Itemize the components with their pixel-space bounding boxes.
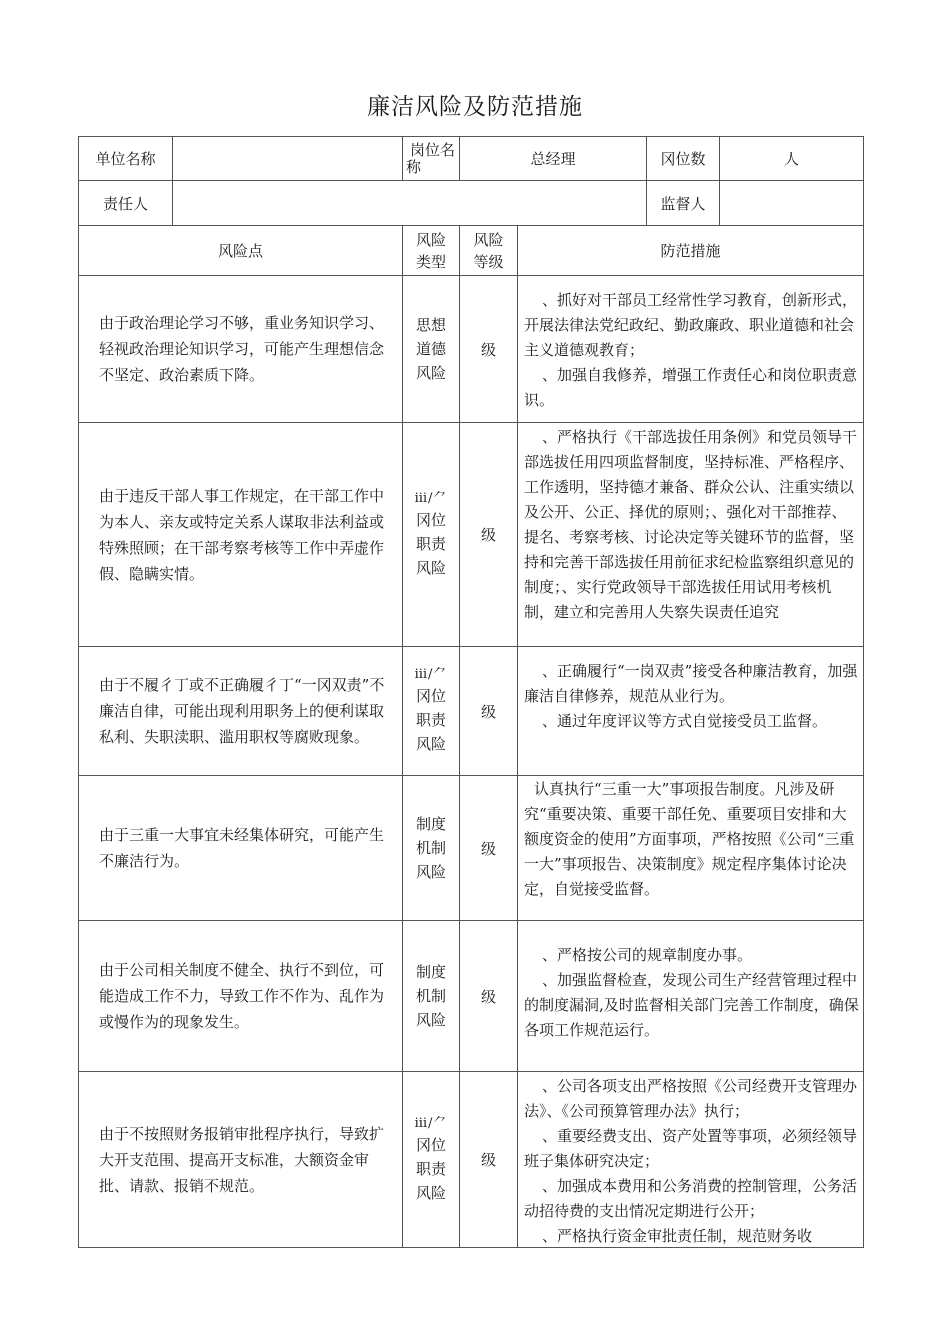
post-name-label-1: 岗位名 bbox=[409, 140, 455, 159]
table-header-row bbox=[79, 226, 864, 276]
post-count-value: 人 bbox=[720, 137, 864, 181]
measure-item: 、严格按公司的规章制度办事。 bbox=[542, 946, 753, 964]
risk-point-text: 由于政治理论学习不够，重业务知识学习、轻视政治理论知识学习，可能产生理想信念不坚定、政治素质下降。 bbox=[99, 314, 385, 384]
risk-type-line-3: 风险 bbox=[415, 1011, 446, 1029]
risk-point-cell bbox=[79, 276, 403, 423]
risk-type-cell bbox=[403, 423, 460, 647]
header-risk-level-1: 风险 bbox=[473, 230, 504, 249]
risk-type-line-2: 机制 bbox=[415, 839, 446, 857]
risk-type-line-3: 风险 bbox=[415, 364, 446, 382]
measures-cell bbox=[518, 647, 864, 776]
measure-item: 、公司各项支出严格按照《公司经费开支管理办法》、《公司预算管理办法》执行； bbox=[524, 1077, 858, 1120]
risk-type-line-2: 职责 bbox=[415, 711, 446, 729]
risk-point-text: 由于不按照财务报销审批程序执行，导致扩大开支范围、提高开支标准，大额资金审批、请款、报销不规范。 bbox=[99, 1124, 385, 1195]
risk-type-line-2: 职责 bbox=[415, 1159, 446, 1178]
risk-type-cell bbox=[403, 921, 460, 1072]
risk-point-text: 由于不履彳丁或不正确履彳丁“一冈双责”不廉洁自律，可能出现利用职务上的便利谋取私利、失职渎职、滥用职权等腐败现象。 bbox=[99, 676, 385, 746]
header-risk-level-2: 等级 bbox=[473, 252, 504, 271]
unit-name-label: 单位名称 bbox=[79, 137, 173, 181]
table-row bbox=[79, 276, 864, 423]
measures-cell bbox=[518, 423, 864, 647]
post-name-label bbox=[403, 137, 460, 181]
header-risk-type-1: 风险 bbox=[415, 230, 446, 249]
risk-type-line-2: 职责 bbox=[415, 534, 446, 553]
risk-point-cell bbox=[79, 647, 403, 776]
header-risk-type-2: 类型 bbox=[415, 252, 446, 271]
info-row-1 bbox=[79, 137, 864, 181]
risk-level-cell: 级 bbox=[460, 276, 518, 423]
risk-type-line-3: 风险 bbox=[415, 735, 446, 753]
measure-item: 、加强自我修养，增强工作责任心和岗位职责意识。 bbox=[524, 366, 858, 409]
risk-point-text: 由于公司相关制度不健全、执行不到位，可能造成工作不力，导致工作不作为、乱作为或慢作为的现象发生。 bbox=[99, 961, 385, 1031]
post-count-label: 冈位数 bbox=[647, 137, 720, 181]
page-title: 廉洁风险及防范措施 bbox=[367, 94, 583, 120]
risk-point-text: 由于违反干部人事工作规定，在干部工作中为本人、亲友或特定关系人谋取非法利益或特殊照顾；在干部考察考核等工作中弄虚作假、隐瞒实情。 bbox=[99, 486, 385, 583]
table-row bbox=[79, 921, 864, 1072]
risk-point-cell bbox=[79, 1072, 403, 1248]
table-row bbox=[79, 776, 864, 921]
table-row bbox=[79, 423, 864, 647]
measure-item: 、通过年度评议等方式自觉接受员工监督。 bbox=[542, 712, 828, 730]
unit-name-value bbox=[173, 137, 403, 181]
measures-cell bbox=[518, 921, 864, 1072]
measure-item: 、正确履行“一岗双责”接受各种廉洁教育，加强廉洁自律修养，规范从业行为。 bbox=[524, 662, 858, 705]
header-risk-point: 风险点 bbox=[79, 226, 403, 276]
risk-type-symbol: ⅲ/⺈ bbox=[414, 1115, 448, 1131]
header-risk-type bbox=[403, 226, 460, 276]
risk-type-line-3: 风险 bbox=[415, 558, 446, 577]
responsible-value bbox=[173, 181, 647, 226]
risk-point-cell bbox=[79, 921, 403, 1072]
risk-level-cell: 级 bbox=[460, 776, 518, 921]
risk-level-cell: 级 bbox=[460, 423, 518, 647]
measures-cell bbox=[518, 1072, 864, 1248]
responsible-label: 责任人 bbox=[79, 181, 173, 226]
risk-point-cell bbox=[79, 776, 403, 921]
risk-type-cell bbox=[403, 776, 460, 921]
header-measures: 防范措施 bbox=[518, 226, 864, 276]
measure-item: 、抓好对干部员工经常性学习教育，创新形式，开展法律法党纪政纪、勤政廉政、职业道德和社会主义道德观教育； bbox=[524, 291, 858, 359]
risk-type-line-3: 风险 bbox=[415, 863, 446, 881]
measure-item: 、重要经费支出、资产处置等事项，必须经领导班子集体研究决定； bbox=[524, 1127, 858, 1170]
measure-item: 、严格执行资金审批责任制，规范财务收 bbox=[542, 1227, 813, 1245]
info-row-2 bbox=[79, 181, 864, 226]
table-row bbox=[79, 1072, 864, 1248]
risk-type-line-1: 冈位 bbox=[415, 510, 446, 529]
risk-level-cell: 级 bbox=[460, 647, 518, 776]
risk-level-cell: 级 bbox=[460, 921, 518, 1072]
risk-type-line-3: 风险 bbox=[415, 1183, 446, 1202]
risk-type-line-1: 制度 bbox=[415, 963, 446, 981]
measure-item: 、加强监督检查，发现公司生产经营管理过程中的制度漏洞,及时监督相关部门完善工作制度，确保各项工作规范运行。 bbox=[524, 971, 859, 1039]
risk-table bbox=[78, 136, 864, 1248]
risk-type-line-1: 冈位 bbox=[415, 687, 446, 705]
risk-point-text: 由于三重一大事宜未经集体研究，可能产生不廉洁行为。 bbox=[99, 826, 385, 870]
risk-type-line-2: 道德 bbox=[415, 340, 446, 358]
header-risk-level bbox=[460, 226, 518, 276]
risk-type-line-1: 思想 bbox=[415, 316, 446, 334]
risk-type-symbol: ⅲ/⺈ bbox=[414, 667, 448, 682]
risk-type-line-2: 机制 bbox=[415, 987, 446, 1005]
supervisor-value bbox=[720, 181, 864, 226]
risk-point-cell bbox=[79, 423, 403, 647]
risk-type-line-1: 冈位 bbox=[415, 1135, 446, 1154]
risk-type-cell bbox=[403, 1072, 460, 1248]
risk-level-cell: 级 bbox=[460, 1072, 518, 1248]
post-name-value: 总经理 bbox=[460, 137, 647, 181]
risk-type-cell bbox=[403, 647, 460, 776]
risk-type-line-1: 制度 bbox=[415, 815, 446, 833]
measure-item: 、严格执行《干部选拔任用条例》和党员领导干部选拔任用四项监督制度，坚持标准、严格程序、工作透明，坚持德才兼备、群众公认、注重实绩以及公开、公正、择优的原则；、强化对干部推荐、提名、考察考核、讨论决定等关键环节的监督，坚持和完善干部选拔任用前征求纪检监察组织意见的制度；、实行党政领导干部选拔任用试用考核机制，建立和完善用人失察失误责任追究 bbox=[524, 428, 858, 621]
risk-type-symbol: ⅲ/⺈ bbox=[414, 490, 448, 506]
post-name-label-2: 称 bbox=[405, 157, 421, 176]
measure-item: 认真执行“三重一大”事项报告制度。凡涉及研究“重要决策、重要干部任免、重要项目安排和大额度资金的使用”方面事项，严格按照《公司“三重一大”事项报告、决策制度》规定程序集体讨论决定，自觉接受监督。 bbox=[524, 780, 855, 898]
supervisor-label: 监督人 bbox=[647, 181, 720, 226]
measures-cell bbox=[518, 776, 864, 921]
measure-item: 、加强成本费用和公务消费的控制管理，公务活动招待费的支出情况定期进行公开； bbox=[524, 1177, 858, 1220]
risk-type-cell bbox=[403, 276, 460, 423]
measures-cell bbox=[518, 276, 864, 423]
table-row bbox=[79, 647, 864, 776]
